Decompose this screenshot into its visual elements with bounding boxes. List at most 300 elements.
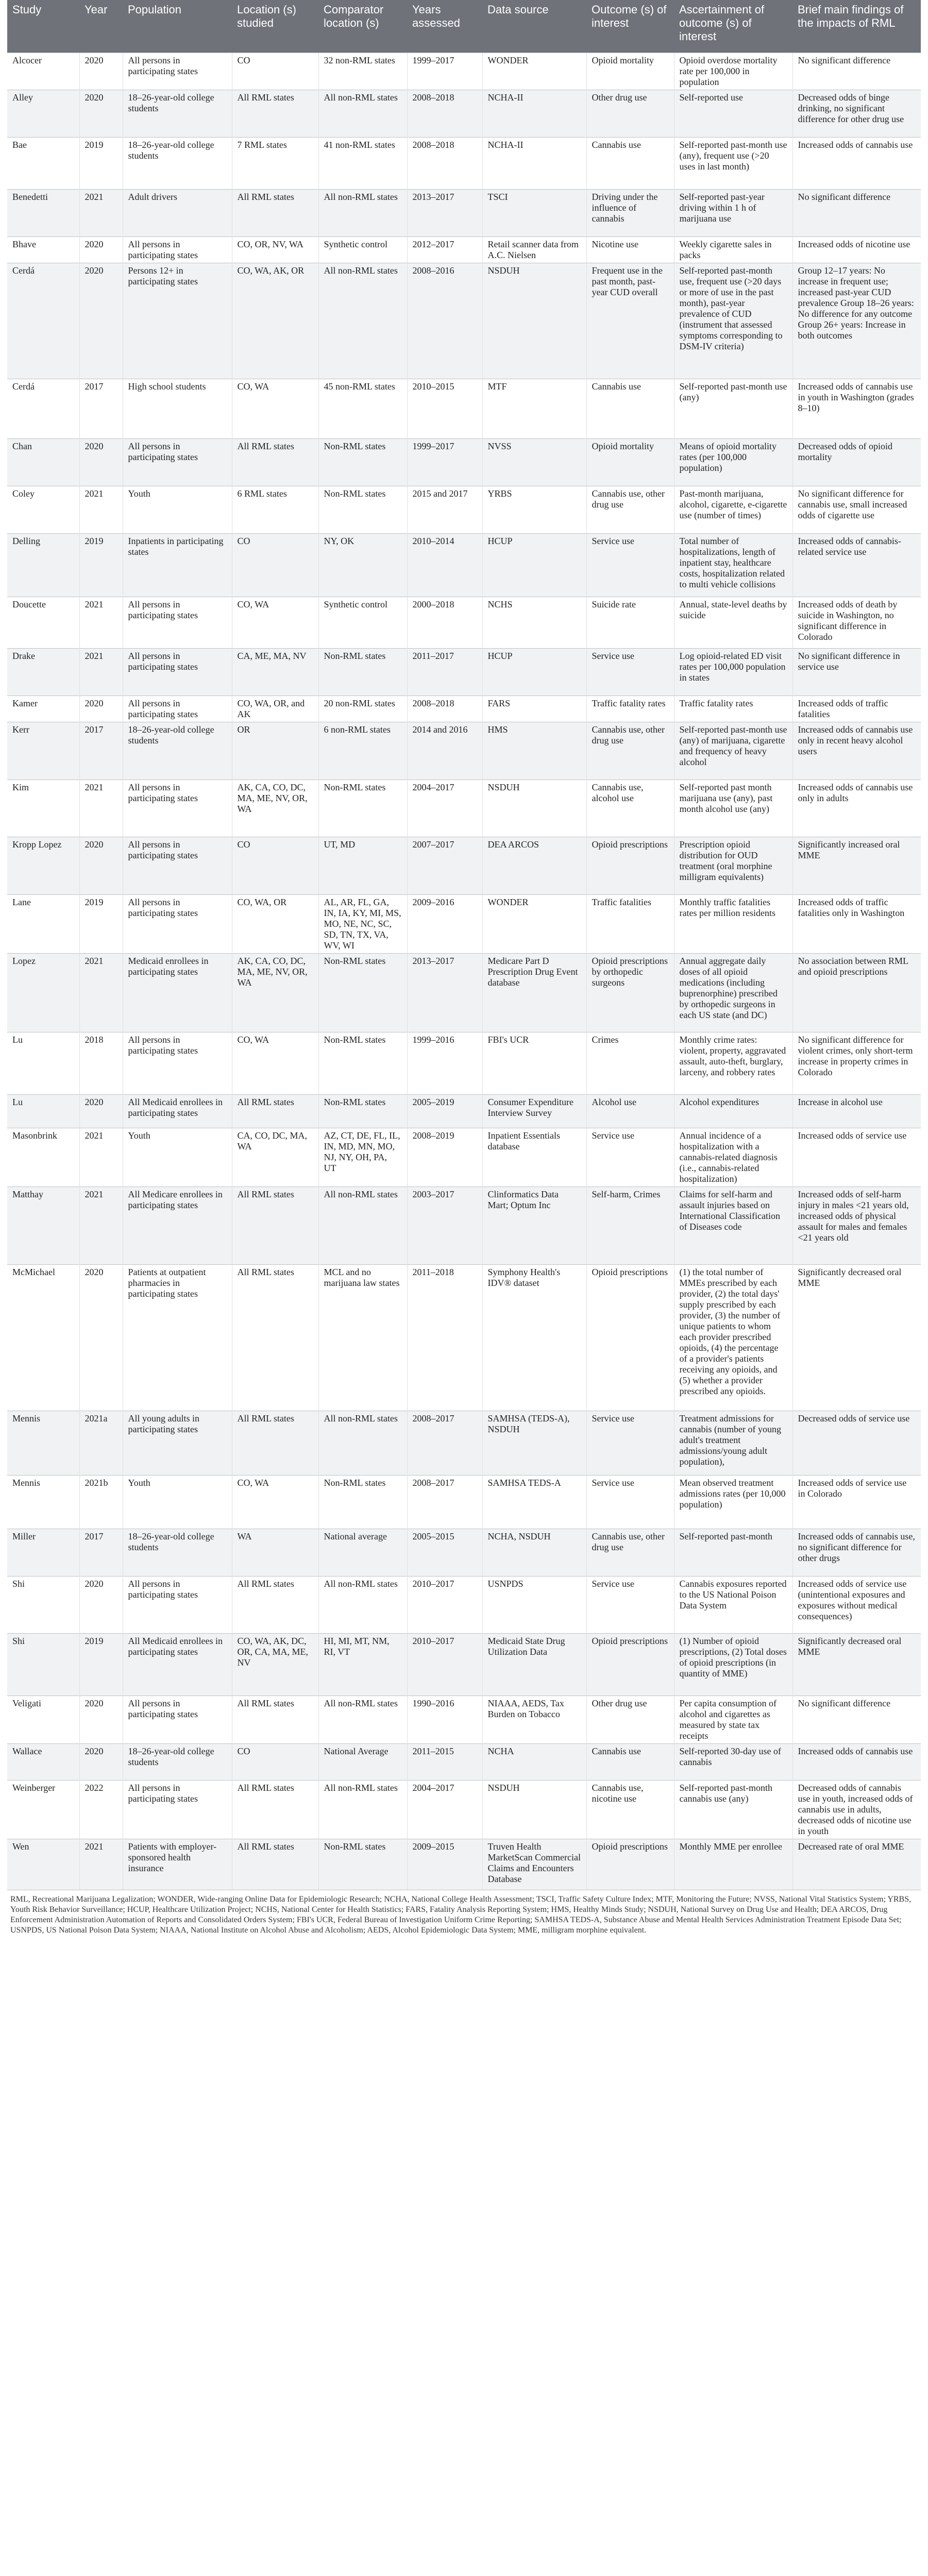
cell-study: Cerdá	[7, 263, 79, 379]
cell-population: All persons in participating states	[123, 53, 232, 90]
cell-study: Doucette	[7, 597, 79, 648]
cell-study: Alley	[7, 90, 79, 137]
cell-year: 2021	[79, 779, 123, 837]
cell-years-assessed: 1990–2016	[407, 1696, 482, 1743]
cell-year: 2020	[79, 263, 123, 379]
cell-findings: Decreased odds of opioid mortality	[792, 438, 921, 486]
cell-comparator: All non-RML states	[318, 1696, 407, 1743]
cell-study: Matthay	[7, 1187, 79, 1264]
cell-years-assessed: 2011–2017	[407, 648, 482, 696]
cell-comparator: Non-RML states	[318, 1032, 407, 1094]
cell-findings: No significant difference for cannabis use, small increased odds of cigarette use	[792, 486, 921, 533]
cell-outcome: Suicide rate	[586, 597, 674, 648]
cell-years-assessed: 2015 and 2017	[407, 486, 482, 533]
cell-outcome: Cannabis use, other drug use	[586, 486, 674, 533]
cell-comparator: Non-RML states	[318, 1839, 407, 1890]
cell-years-assessed: 2011–2015	[407, 1743, 482, 1780]
cell-comparator: National average	[318, 1529, 407, 1576]
header-ascertainment: Ascertainment of outcome (s) of interest	[674, 0, 792, 53]
cell-study: Drake	[7, 648, 79, 696]
cell-population: Adult drivers	[123, 189, 232, 236]
cell-study: Delling	[7, 533, 79, 597]
cell-study: Kropp Lopez	[7, 837, 79, 894]
cell-data-source: Medicaid State Drug Utilization Data	[482, 1633, 586, 1696]
header-data-source: Data source	[482, 0, 586, 53]
cell-ascertainment: Traffic fatality rates	[674, 696, 792, 722]
cell-location: AK, CA, CO, DC, MA, ME, NV, OR, WA	[232, 953, 318, 1032]
cell-findings: No significant difference in service use	[792, 648, 921, 696]
cell-data-source: NCHA	[482, 1743, 586, 1780]
cell-outcome: Service use	[586, 1475, 674, 1529]
cell-findings: Decreased odds of service use	[792, 1411, 921, 1475]
cell-ascertainment: Cannabis exposures reported to the US National Poison Data System	[674, 1576, 792, 1633]
cell-findings: Increased odds of cannabis use only in recent heavy alcohol users	[792, 722, 921, 779]
cell-findings: Increased odds of cannabis use, no significant difference for other drugs	[792, 1529, 921, 1576]
table-row	[7, 90, 921, 137]
cell-population: All persons in participating states	[123, 648, 232, 696]
cell-findings: No association between RML and opioid prescriptions	[792, 953, 921, 1032]
cell-outcome: Cannabis use, alcohol use	[586, 779, 674, 837]
cell-ascertainment: Opioid overdose mortality rate per 100,000 in population	[674, 53, 792, 90]
cell-years-assessed: 2000–2018	[407, 597, 482, 648]
table-row	[7, 1839, 921, 1890]
cell-comparator: Non-RML states	[318, 438, 407, 486]
cell-year: 2020	[79, 1696, 123, 1743]
table-row	[7, 1696, 921, 1743]
cell-study: Kim	[7, 779, 79, 837]
cell-years-assessed: 2008–2016	[407, 263, 482, 379]
cell-location: CA, CO, DC, MA, WA	[232, 1128, 318, 1187]
cell-findings: No significant difference	[792, 53, 921, 90]
cell-years-assessed: 2005–2019	[407, 1094, 482, 1128]
cell-location: CO	[232, 837, 318, 894]
cell-study: Mennis	[7, 1411, 79, 1475]
cell-outcome: Other drug use	[586, 1696, 674, 1743]
header-outcome: Outcome (s) of interest	[586, 0, 674, 53]
table-footnote: RML, Recreational Marijuana Legalization; WONDER, Wide-ranging Online Data for Epidemiologic Research; NCHA, National College Health Assessment; TSCI, Traffic Safety Culture Index; MTF, Monitoring the Future; NVSS, National Vital Statistics System; YRBS, Youth Risk Behavior Surveillance; HCUP, Healthcare Utilization Project; NCHS, National Center for Health Statistics; FARS, Fatality Analysis Reporting System; HMS, Healthy Minds Study; NSDUH, National Survey on Drug Use and Health; DEA ARCOS, Drug Enforcement Administration Automation of Reports and Consolidated Orders System; FBI's UCR, Federal Bureau of Investigation Uniform Crime Reporting; SAMHSA TEDS-A, Substance Abuse and Mental Health Services Administration Treatment Episode Data Set; USNPDS, US National Poison Data System; NIAAA, National Institute on Alcohol Abuse and Alcoholism; AEDS, Alcohol Epidemiologic Data System; MME, milligram morphine equivalent.	[10, 1894, 912, 1935]
cell-location: All RML states	[232, 1187, 318, 1264]
cell-comparator: Non-RML states	[318, 486, 407, 533]
cell-location: All RML states	[232, 1094, 318, 1128]
cell-population: All persons in participating states	[123, 438, 232, 486]
cell-comparator: 41 non-RML states	[318, 137, 407, 189]
cell-outcome: Opioid prescriptions	[586, 837, 674, 894]
cell-outcome: Opioid prescriptions	[586, 1264, 674, 1411]
cell-findings: No significant difference	[792, 1696, 921, 1743]
cell-location: CO	[232, 1743, 318, 1780]
cell-findings: Increased odds of cannabis use only in adults	[792, 779, 921, 837]
cell-years-assessed: 2009–2016	[407, 894, 482, 953]
cell-outcome: Service use	[586, 1411, 674, 1475]
header-years-assessed: Years assessed	[407, 0, 482, 53]
cell-year: 2020	[79, 837, 123, 894]
cell-data-source: FARS	[482, 696, 586, 722]
cell-data-source: SAMHSA (TEDS-A), NSDUH	[482, 1411, 586, 1475]
cell-ascertainment: Prescription opioid distribution for OUD treatment (oral morphine milligram equivalents)	[674, 837, 792, 894]
cell-comparator: 6 non-RML states	[318, 722, 407, 779]
cell-years-assessed: 2011–2018	[407, 1264, 482, 1411]
cell-years-assessed: 2010–2015	[407, 379, 482, 438]
cell-years-assessed: 2004–2017	[407, 779, 482, 837]
cell-population: 18–26-year-old college students	[123, 137, 232, 189]
cell-years-assessed: 2007–2017	[407, 837, 482, 894]
cell-study: Lu	[7, 1032, 79, 1094]
cell-outcome: Cannabis use, other drug use	[586, 1529, 674, 1576]
cell-comparator: Non-RML states	[318, 953, 407, 1032]
cell-comparator: Non-RML states	[318, 779, 407, 837]
table-row	[7, 1633, 921, 1696]
cell-outcome: Service use	[586, 533, 674, 597]
cell-ascertainment: Means of opioid mortality rates (per 100,000 population)	[674, 438, 792, 486]
cell-ascertainment: (1) Number of opioid prescriptions, (2) Total doses of opioid prescriptions (in quantity of MME)	[674, 1633, 792, 1696]
cell-year: 2021a	[79, 1411, 123, 1475]
cell-comparator: UT, MD	[318, 837, 407, 894]
table-row	[7, 696, 921, 722]
cell-location: AK, CA, CO, DC, MA, ME, NV, OR, WA	[232, 779, 318, 837]
cell-location: All RML states	[232, 1839, 318, 1890]
cell-outcome: Traffic fatality rates	[586, 696, 674, 722]
cell-outcome: Cannabis use, nicotine use	[586, 1780, 674, 1839]
cell-data-source: MTF	[482, 379, 586, 438]
cell-population: All Medicare enrollees in participating states	[123, 1187, 232, 1264]
table-row	[7, 53, 921, 90]
cell-year: 2021	[79, 1128, 123, 1187]
table-row	[7, 486, 921, 533]
cell-year: 2021	[79, 1187, 123, 1264]
header-location-studied: Location (s) studied	[232, 0, 318, 53]
cell-outcome: Traffic fatalities	[586, 894, 674, 953]
cell-location: OR	[232, 722, 318, 779]
cell-population: All persons in participating states	[123, 1780, 232, 1839]
cell-ascertainment: Per capita consumption of alcohol and cigarettes as measured by state tax receipts	[674, 1696, 792, 1743]
cell-findings: Increased odds of traffic fatalities only in Washington	[792, 894, 921, 953]
table-row	[7, 1743, 921, 1780]
table-row	[7, 236, 921, 263]
cell-outcome: Crimes	[586, 1032, 674, 1094]
cell-year: 2017	[79, 379, 123, 438]
cell-years-assessed: 2014 and 2016	[407, 722, 482, 779]
cell-study: Veligati	[7, 1696, 79, 1743]
cell-year: 2020	[79, 53, 123, 90]
cell-years-assessed: 1999–2016	[407, 1032, 482, 1094]
cell-ascertainment: Mean observed treatment admissions rates (per 10,000 population)	[674, 1475, 792, 1529]
cell-years-assessed: 2008–2017	[407, 1411, 482, 1475]
cell-data-source: HCUP	[482, 533, 586, 597]
cell-year: 2017	[79, 1529, 123, 1576]
cell-comparator: 32 non-RML states	[318, 53, 407, 90]
cell-study: Bae	[7, 137, 79, 189]
cell-population: Youth	[123, 1128, 232, 1187]
cell-years-assessed: 1999–2017	[407, 53, 482, 90]
cell-year: 2021	[79, 189, 123, 236]
cell-findings: Increased odds of traffic fatalities	[792, 696, 921, 722]
cell-findings: Increased odds of cannabis use	[792, 137, 921, 189]
cell-comparator: MCL and no marijuana law states	[318, 1264, 407, 1411]
cell-study: Alcocer	[7, 53, 79, 90]
cell-data-source: Inpatient Essentials database	[482, 1128, 586, 1187]
cell-location: All RML states	[232, 189, 318, 236]
cell-population: All persons in participating states	[123, 779, 232, 837]
table-row	[7, 379, 921, 438]
cell-location: All RML states	[232, 1264, 318, 1411]
cell-data-source: Retail scanner data from A.C. Nielsen	[482, 236, 586, 263]
cell-ascertainment: Annual incidence of a hospitalization with a cannabis-related diagnosis (i.e., cannabis-related hospitalization)	[674, 1128, 792, 1187]
cell-population: 18–26-year-old college students	[123, 1529, 232, 1576]
cell-findings: Increased odds of service use in Colorado	[792, 1475, 921, 1529]
cell-study: Bhave	[7, 236, 79, 263]
cell-data-source: USNPDS	[482, 1576, 586, 1633]
cell-comparator: All non-RML states	[318, 1576, 407, 1633]
cell-ascertainment: Annual aggregate daily doses of all opioid medications (including buprenorphine) prescribed by orthopedic surgeons in each US state (and DC)	[674, 953, 792, 1032]
cell-data-source: NCHA-II	[482, 137, 586, 189]
cell-study: Shi	[7, 1633, 79, 1696]
cell-study: Kamer	[7, 696, 79, 722]
cell-comparator: All non-RML states	[318, 90, 407, 137]
cell-location: CO, WA	[232, 1475, 318, 1529]
cell-years-assessed: 2008–2018	[407, 137, 482, 189]
cell-years-assessed: 2010–2014	[407, 533, 482, 597]
cell-study: Coley	[7, 486, 79, 533]
cell-population: All young adults in participating states	[123, 1411, 232, 1475]
cell-location: All RML states	[232, 1780, 318, 1839]
cell-location: All RML states	[232, 90, 318, 137]
cell-ascertainment: Self-reported past-month use (any), frequent use (>20 uses in last month)	[674, 137, 792, 189]
header-year: Year	[79, 0, 123, 53]
table-row	[7, 953, 921, 1032]
cell-study: Weinberger	[7, 1780, 79, 1839]
cell-comparator: 20 non-RML states	[318, 696, 407, 722]
cell-data-source: HCUP	[482, 648, 586, 696]
cell-outcome: Cannabis use	[586, 1743, 674, 1780]
cell-study: Cerdá	[7, 379, 79, 438]
cell-location: CO, WA	[232, 379, 318, 438]
cell-years-assessed: 2008–2018	[407, 90, 482, 137]
cell-data-source: NSDUH	[482, 1780, 586, 1839]
cell-year: 2021	[79, 953, 123, 1032]
cell-outcome: Other drug use	[586, 90, 674, 137]
cell-year: 2017	[79, 722, 123, 779]
cell-findings: Group 12–17 years: No increase in frequent use; increased past-year CUD prevalence Group 18–26 years: No difference for any outcome Group 26+ years: Increase in both outcomes	[792, 263, 921, 379]
cell-years-assessed: 2010–2017	[407, 1576, 482, 1633]
cell-ascertainment: Monthly traffic fatalities rates per million residents	[674, 894, 792, 953]
cell-data-source: NSDUH	[482, 263, 586, 379]
cell-years-assessed: 2008–2019	[407, 1128, 482, 1187]
cell-findings: Increased odds of cannabis-related service use	[792, 533, 921, 597]
cell-data-source: Medicare Part D Prescription Drug Event database	[482, 953, 586, 1032]
cell-data-source: SAMHSA TEDS-A	[482, 1475, 586, 1529]
table-row	[7, 722, 921, 779]
cell-years-assessed: 2005–2015	[407, 1529, 482, 1576]
cell-data-source: NCHS	[482, 597, 586, 648]
table-row	[7, 1187, 921, 1264]
header-study: Study	[7, 0, 79, 53]
table-row	[7, 1780, 921, 1839]
cell-comparator: All non-RML states	[318, 189, 407, 236]
cell-years-assessed: 2009–2015	[407, 1839, 482, 1890]
cell-ascertainment: Log opioid-related ED visit rates per 100,000 population in states	[674, 648, 792, 696]
cell-findings: No significant difference for violent crimes, only short-term increase in property crimes in Colorado	[792, 1032, 921, 1094]
cell-years-assessed: 2012–2017	[407, 236, 482, 263]
cell-ascertainment: Self-reported past-year driving within 1 h of marijuana use	[674, 189, 792, 236]
cell-population: Persons 12+ in participating states	[123, 263, 232, 379]
table-header-row	[7, 0, 921, 53]
cell-comparator: AZ, CT, DE, FL, IL, IN, MD, MN, MO, NJ, NY, OH, PA, UT	[318, 1128, 407, 1187]
cell-comparator: Non-RML states	[318, 1094, 407, 1128]
cell-ascertainment: Self-reported use	[674, 90, 792, 137]
cell-comparator: All non-RML states	[318, 1187, 407, 1264]
cell-comparator: All non-RML states	[318, 1780, 407, 1839]
cell-study: Wen	[7, 1839, 79, 1890]
cell-data-source: NSDUH	[482, 779, 586, 837]
table-row	[7, 1475, 921, 1529]
table-row	[7, 263, 921, 379]
cell-outcome: Alcohol use	[586, 1094, 674, 1128]
table-row	[7, 189, 921, 236]
cell-location: CO, WA, OR, and AK	[232, 696, 318, 722]
cell-population: 18–26-year-old college students	[123, 722, 232, 779]
cell-ascertainment: Self-reported past-month cannabis use (any)	[674, 1780, 792, 1839]
cell-data-source: HMS	[482, 722, 586, 779]
table-row	[7, 1264, 921, 1411]
cell-location: All RML states	[232, 438, 318, 486]
cell-ascertainment: Self-reported past-month	[674, 1529, 792, 1576]
cell-location: CO, WA, AK, OR	[232, 263, 318, 379]
cell-location: CO	[232, 533, 318, 597]
cell-ascertainment: Self-reported 30-day use of cannabis	[674, 1743, 792, 1780]
cell-study: Mennis	[7, 1475, 79, 1529]
cell-location: WA	[232, 1529, 318, 1576]
cell-comparator: All non-RML states	[318, 263, 407, 379]
table-row	[7, 533, 921, 597]
cell-years-assessed: 2003–2017	[407, 1187, 482, 1264]
cell-findings: Significantly decreased oral MME	[792, 1633, 921, 1696]
cell-outcome: Driving under the influence of cannabis	[586, 189, 674, 236]
cell-ascertainment: Alcohol expenditures	[674, 1094, 792, 1128]
cell-population: All persons in participating states	[123, 837, 232, 894]
cell-year: 2021	[79, 597, 123, 648]
cell-findings: Decreased rate of oral MME	[792, 1839, 921, 1890]
cell-findings: Increased odds of death by suicide in Washington, no significant difference in Colorado	[792, 597, 921, 648]
cell-location: CO, WA, AK, DC, OR, CA, MA, ME, NV	[232, 1633, 318, 1696]
cell-years-assessed: 2008–2018	[407, 696, 482, 722]
cell-population: Medicaid enrollees in participating states	[123, 953, 232, 1032]
cell-data-source: DEA ARCOS	[482, 837, 586, 894]
cell-findings: No significant difference	[792, 189, 921, 236]
cell-year: 2020	[79, 1094, 123, 1128]
cell-location: All RML states	[232, 1576, 318, 1633]
cell-outcome: Opioid prescriptions by orthopedic surgeons	[586, 953, 674, 1032]
cell-findings: Significantly increased oral MME	[792, 837, 921, 894]
table-row	[7, 894, 921, 953]
cell-year: 2021b	[79, 1475, 123, 1529]
cell-findings: Increase in alcohol use	[792, 1094, 921, 1128]
cell-year: 2019	[79, 1633, 123, 1696]
document-page	[7, 0, 921, 1936]
cell-outcome: Service use	[586, 1128, 674, 1187]
cell-study: Miller	[7, 1529, 79, 1576]
cell-outcome: Cannabis use	[586, 379, 674, 438]
cell-data-source: Consumer Expenditure Interview Survey	[482, 1094, 586, 1128]
cell-ascertainment: Treatment admissions for cannabis (number of young adult's treatment admissions/young adult population),	[674, 1411, 792, 1475]
table-row	[7, 1576, 921, 1633]
cell-outcome: Opioid prescriptions	[586, 1633, 674, 1696]
cell-data-source: Truven Health MarketScan Commercial Claims and Encounters Database	[482, 1839, 586, 1890]
cell-outcome: Service use	[586, 1576, 674, 1633]
cell-comparator: All non-RML states	[318, 1411, 407, 1475]
cell-ascertainment: Monthly MME per enrollee	[674, 1839, 792, 1890]
cell-outcome: Opioid mortality	[586, 53, 674, 90]
cell-population: High school students	[123, 379, 232, 438]
cell-population: Youth	[123, 486, 232, 533]
cell-ascertainment: (1) the total number of MMEs prescribed by each provider, (2) the total days' supply prescribed by each provider, (3) the number of unique patients to whom each provider prescribed opioids, (4) the percentage of a provider's patients receiving any opioids, and (5) whether a provider prescribed any opioids.	[674, 1264, 792, 1411]
cell-year: 2022	[79, 1780, 123, 1839]
cell-outcome: Nicotine use	[586, 236, 674, 263]
cell-year: 2020	[79, 696, 123, 722]
cell-outcome: Cannabis use	[586, 137, 674, 189]
cell-data-source: NCHA, NSDUH	[482, 1529, 586, 1576]
cell-comparator: NY, OK	[318, 533, 407, 597]
cell-outcome: Frequent use in the past month, past-year CUD overall	[586, 263, 674, 379]
cell-study: Kerr	[7, 722, 79, 779]
cell-findings: Decreased odds of cannabis use in youth, increased odds of cannabis use in adults, decreased odds of nicotine use in youth	[792, 1780, 921, 1839]
cell-ascertainment: Past-month marijuana, alcohol, cigarette, e-cigarette use (number of times)	[674, 486, 792, 533]
cell-comparator: Synthetic control	[318, 597, 407, 648]
table-row	[7, 597, 921, 648]
cell-study: Lu	[7, 1094, 79, 1128]
cell-population: All persons in participating states	[123, 1696, 232, 1743]
header-main-findings: Brief main findings of the impacts of RML	[792, 0, 921, 53]
cell-population: Youth	[123, 1475, 232, 1529]
cell-location: CO, WA, OR	[232, 894, 318, 953]
cell-population: 18–26-year-old college students	[123, 90, 232, 137]
cell-years-assessed: 2013–2017	[407, 189, 482, 236]
cell-location: CO, WA	[232, 597, 318, 648]
cell-years-assessed: 2004–2017	[407, 1780, 482, 1839]
table-row	[7, 1411, 921, 1475]
cell-ascertainment: Weekly cigarette sales in packs	[674, 236, 792, 263]
cell-study: Lopez	[7, 953, 79, 1032]
cell-location: All RML states	[232, 1411, 318, 1475]
cell-comparator: Non-RML states	[318, 1475, 407, 1529]
cell-data-source: Clinformatics Data Mart; Optum Inc	[482, 1187, 586, 1264]
cell-years-assessed: 2008–2017	[407, 1475, 482, 1529]
cell-ascertainment: Self-reported past-month use, frequent use (>20 days or more of use in the past month), past-year prevalence of CUD (instrument that assessed symptoms corresponding to DSM-IV criteria)	[674, 263, 792, 379]
cell-outcome: Opioid mortality	[586, 438, 674, 486]
cell-ascertainment: Self-reported past month marijuana use (any), past month alcohol use (any)	[674, 779, 792, 837]
cell-population: All persons in participating states	[123, 894, 232, 953]
cell-location: CO, OR, NV, WA	[232, 236, 318, 263]
header-population: Population	[123, 0, 232, 53]
cell-population: 18–26-year-old college students	[123, 1743, 232, 1780]
cell-year: 2021	[79, 486, 123, 533]
cell-ascertainment: Self-reported past-month use (any) of marijuana, cigarette and frequency of heavy alcohol	[674, 722, 792, 779]
cell-study: Masonbrink	[7, 1128, 79, 1187]
cell-population: All persons in participating states	[123, 236, 232, 263]
cell-outcome: Cannabis use, other drug use	[586, 722, 674, 779]
table-row	[7, 1094, 921, 1128]
cell-findings: Increased odds of service use (unintentional exposures and exposures without medical consequences)	[792, 1576, 921, 1633]
cell-study: Benedetti	[7, 189, 79, 236]
cell-year: 2019	[79, 894, 123, 953]
cell-location: 6 RML states	[232, 486, 318, 533]
cell-study: Shi	[7, 1576, 79, 1633]
table-row	[7, 837, 921, 894]
cell-location: All RML states	[232, 1696, 318, 1743]
cell-data-source: NVSS	[482, 438, 586, 486]
table-row	[7, 648, 921, 696]
cell-study: Chan	[7, 438, 79, 486]
table-row	[7, 1032, 921, 1094]
